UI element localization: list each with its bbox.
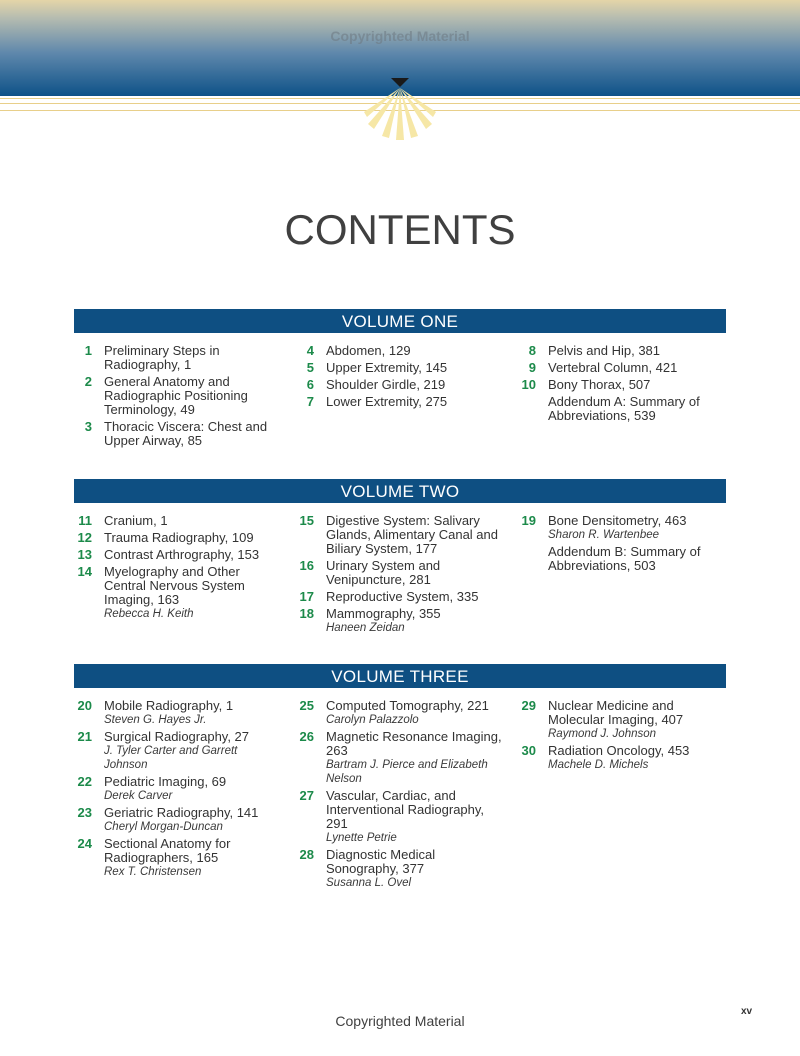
chapter-number: 12	[77, 530, 92, 545]
chapter-title: Trauma Radiography, 109	[104, 530, 254, 545]
toc-entry[interactable]	[296, 378, 506, 392]
chapter-number: 19	[521, 513, 536, 528]
toc-entry[interactable]	[74, 344, 284, 372]
chapter-title: Thoracic Viscera: Chest and Upper Airway, 85	[104, 419, 268, 448]
chapter-title: Pediatric Imaging, 69	[104, 774, 227, 789]
chapter-title: Vascular, Cardiac, and Interventional Radiography, 291	[326, 788, 485, 831]
chapter-number: 16	[299, 558, 314, 573]
chapter-title: Pelvis and Hip, 381	[548, 343, 661, 358]
chapter-number: 30	[521, 743, 536, 758]
chapter-title: Diagnostic Medical Sonography, 377	[326, 847, 436, 876]
toc-entry[interactable]	[296, 730, 506, 786]
chapter-number: 13	[77, 547, 92, 562]
chapter-number: 20	[77, 698, 92, 713]
toc-entry[interactable]	[296, 607, 506, 635]
chapter-number: 29	[521, 698, 536, 713]
toc-column	[74, 514, 284, 624]
toc-addendum[interactable]	[518, 545, 728, 573]
chapter-number: 18	[299, 606, 314, 621]
chapter-title: Myelography and Other Central Nervous System Imaging, 163	[104, 564, 245, 607]
chapter-author: Rex T. Christensen	[104, 866, 202, 878]
chapter-title: Mobile Radiography, 1	[104, 698, 234, 713]
chapter-number: 28	[299, 847, 314, 862]
toc-column	[296, 699, 506, 893]
chapter-author: Haneen Zeidan	[326, 622, 405, 634]
chapter-title: Computed Tomography, 221	[326, 698, 489, 713]
toc-entry[interactable]	[74, 699, 284, 727]
light-burst-icon	[358, 78, 442, 142]
chapter-title: Contrast Arthrography, 153	[104, 547, 260, 562]
chapter-title: Digestive System: Salivary Glands, Alimentary Canal and Biliary System, 177	[326, 513, 498, 556]
chapter-number: 27	[299, 788, 314, 803]
chapter-title: Geriatric Radiography, 141	[104, 805, 259, 820]
chapter-title: Preliminary Steps in Radiography, 1	[104, 343, 220, 372]
chapter-number: 5	[306, 360, 314, 375]
chapter-number: 14	[77, 564, 92, 579]
watermark-top: Copyrighted Material	[330, 28, 470, 44]
toc-entry[interactable]	[296, 514, 506, 556]
toc-column	[518, 699, 728, 775]
chapter-number: 26	[299, 729, 314, 744]
toc-entry[interactable]	[74, 837, 284, 879]
toc-column	[296, 514, 506, 638]
chapter-number: 7	[306, 394, 314, 409]
toc-entry[interactable]	[74, 514, 284, 528]
chapter-number: 17	[299, 589, 314, 604]
chapter-author: J. Tyler Carter and Garrett Johnson	[104, 745, 238, 771]
chapter-title: Urinary System and Venipuncture, 281	[326, 558, 441, 587]
chapter-number: 1	[84, 343, 92, 358]
chapter-author: Carolyn Palazzolo	[326, 714, 419, 726]
chapter-number: 21	[77, 729, 92, 744]
toc-entry[interactable]	[74, 775, 284, 803]
toc-entry[interactable]	[74, 730, 284, 772]
toc-entry[interactable]	[296, 395, 506, 409]
toc-addendum[interactable]	[518, 395, 728, 423]
chapter-number: 23	[77, 805, 92, 820]
chapter-title: Upper Extremity, 145	[326, 360, 448, 375]
toc-entry[interactable]	[74, 375, 284, 417]
toc-entry[interactable]	[518, 344, 728, 358]
chapter-title: Sectional Anatomy for Radiographers, 165	[104, 836, 231, 865]
chapter-title: Vertebral Column, 421	[548, 360, 678, 375]
chapter-number: 10	[521, 377, 536, 392]
chapter-author: Machele D. Michels	[548, 759, 649, 771]
toc-entry[interactable]	[296, 590, 506, 604]
toc-column	[296, 344, 506, 412]
chapter-author: Raymond J. Johnson	[548, 728, 657, 740]
chapter-author: Rebecca H. Keith	[104, 608, 194, 620]
chapter-author: Lynette Petrie	[326, 832, 397, 844]
volume-two-header: VOLUME TWO	[74, 479, 726, 503]
chapter-number: 2	[84, 374, 92, 389]
toc-entry[interactable]	[74, 806, 284, 834]
toc-entry[interactable]	[74, 548, 284, 562]
toc-entry[interactable]	[74, 565, 284, 621]
chapter-author: Sharon R. Wartenbee	[548, 529, 660, 541]
chapter-title: Bone Densitometry, 463	[548, 513, 687, 528]
chapter-title: Shoulder Girdle, 219	[326, 377, 446, 392]
chapter-number: 11	[78, 513, 92, 528]
chapter-title: Addendum A: Summary of Abbreviations, 539	[548, 394, 700, 423]
chapter-author: Derek Carver	[104, 790, 173, 802]
toc-column	[74, 699, 284, 882]
toc-entry[interactable]	[518, 361, 728, 375]
chapter-number: 25	[299, 698, 314, 713]
toc-entry[interactable]	[296, 361, 506, 375]
chapter-author: Steven G. Hayes Jr.	[104, 714, 207, 726]
chapter-title: Addendum B: Summary of Abbreviations, 503	[548, 544, 701, 573]
chapter-title: Bony Thorax, 507	[548, 377, 651, 392]
toc-column	[518, 514, 728, 576]
chapter-number: 22	[77, 774, 92, 789]
volume-one-header: VOLUME ONE	[74, 309, 726, 333]
chapter-title: Surgical Radiography, 27	[104, 729, 250, 744]
chapter-number: 15	[299, 513, 314, 528]
toc-entry[interactable]	[296, 789, 506, 845]
chapter-title: Abdomen, 129	[326, 343, 411, 358]
toc-entry[interactable]	[296, 848, 506, 890]
page-title: CONTENTS	[284, 206, 516, 253]
chapter-title: General Anatomy and Radiographic Positioning Terminology, 49	[104, 374, 248, 417]
toc-entry[interactable]	[518, 378, 728, 392]
toc-entry[interactable]	[296, 699, 506, 727]
toc-entry[interactable]	[296, 559, 506, 587]
chapter-number: 3	[84, 419, 92, 434]
chapter-number: 6	[306, 377, 314, 392]
chapter-author: Cheryl Morgan-Duncan	[104, 821, 223, 833]
toc-entry[interactable]	[296, 344, 506, 358]
chapter-title: Magnetic Resonance Imaging, 263	[326, 729, 502, 758]
chapter-author: Bartram J. Pierce and Elizabeth Nelson	[326, 759, 488, 785]
toc-entry[interactable]	[518, 699, 728, 741]
chapter-title: Reproductive System, 335	[326, 589, 479, 604]
chapter-title: Lower Extremity, 275	[326, 394, 448, 409]
watermark-bottom: Copyrighted Material	[335, 1013, 465, 1029]
chapter-title: Cranium, 1	[104, 513, 168, 528]
toc-entry[interactable]	[518, 514, 728, 542]
chapter-title: Nuclear Medicine and Molecular Imaging, 407	[548, 698, 684, 727]
chapter-number: 9	[528, 360, 536, 375]
toc-entry[interactable]	[518, 744, 728, 772]
chapter-number: 8	[528, 343, 536, 358]
volume-three-header: VOLUME THREE	[74, 664, 726, 688]
toc-entry[interactable]	[74, 531, 284, 545]
toc-column	[518, 344, 728, 426]
chapter-title: Mammography, 355	[326, 606, 441, 621]
chapter-number: 4	[306, 343, 314, 358]
page-number: xv	[741, 1006, 753, 1017]
chapter-number: 24	[77, 836, 92, 851]
chapter-title: Radiation Oncology, 453	[548, 743, 690, 758]
toc-column	[74, 344, 284, 451]
chapter-author: Susanna L. Ovel	[326, 877, 412, 889]
toc-entry[interactable]	[74, 420, 284, 448]
